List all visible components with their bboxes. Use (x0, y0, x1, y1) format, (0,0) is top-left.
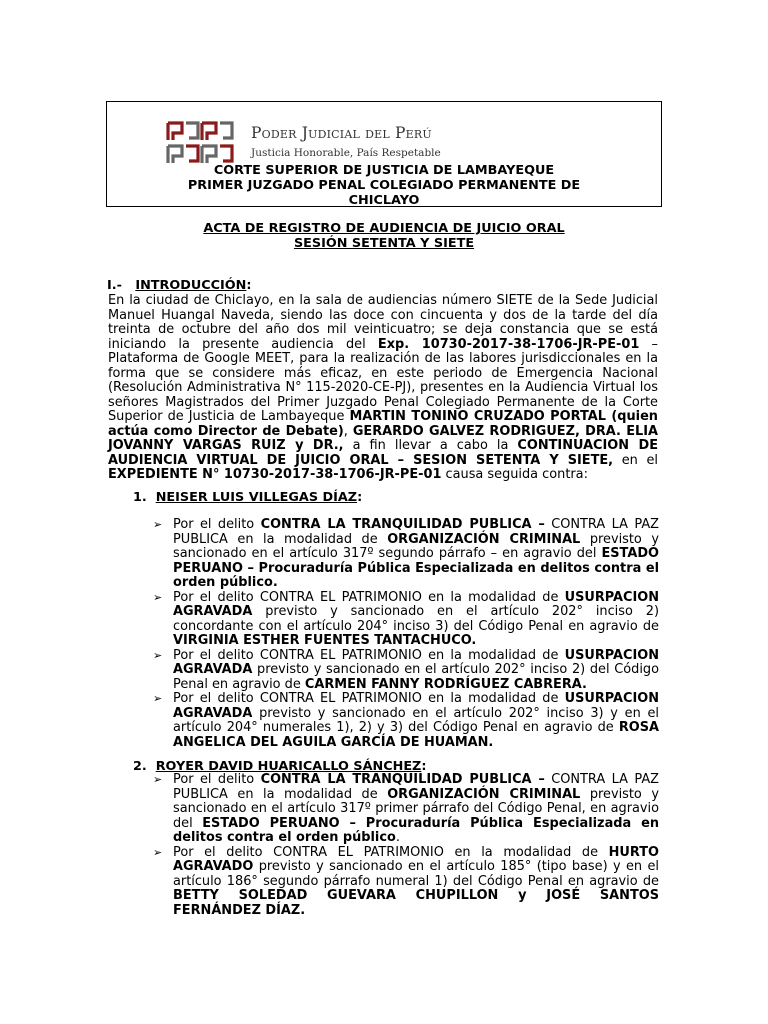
charge-text: Por el delito CONTRA EL PATRIMONIO en la modalidad de (173, 589, 565, 605)
intro-text: causa seguida contra: (441, 467, 588, 482)
poder-judicial-logo-icon (165, 120, 235, 166)
arrow-bullet-icon: ➢ (153, 773, 163, 786)
charge-item (153, 846, 659, 919)
court-division: PRIMER JUZGADO PENAL COLEGIADO PERMANENTE DE (187, 178, 581, 193)
intro-text: – Plataforma de Google MEET, para la realización de las labores jurisdiccionales en la forma que se considere más eficaz, en este periodo de Emergencia Nacional (Resolución Administrativa N° 115-2020-CE-PJ), presentes en la Audiencia Virtual los señores Magistrados del Primer Juzgado Penal Colegiado Permanente de la Corte Superior de Justicia de Lambayeque (108, 336, 658, 424)
section-heading (107, 278, 252, 293)
court-city: CHICLAYO (348, 193, 420, 208)
charge-emphasis: HURTO AGRAVADO (173, 844, 659, 874)
header-box (106, 101, 662, 207)
section-label: INTRODUCCIÓN (135, 278, 247, 293)
judge-names: GERARDO GALVEZ RODRIGUEZ, DRA. ELIA JOVANNY VARGAS RUIZ y DR., (108, 423, 658, 453)
charge-text: Por el delito (173, 772, 261, 787)
defendant-number: 2. (133, 759, 147, 774)
court-name: CORTE SUPERIOR DE JUSTICIA DE LAMBAYEQUE (213, 163, 555, 178)
intro-text: a fin llevar a cabo la (343, 438, 518, 453)
charge-emphasis: CONTRA LA TRANQUILIDAD PUBLICA – (260, 772, 545, 787)
defendant-number: 1. (133, 490, 147, 505)
charge-item (153, 649, 659, 693)
charge-text: previsto y sancionado en el artículo 185° (tipo base) y en el artículo 186° segundo párrafo numeral 1) del Código Penal en agravio de (173, 859, 659, 889)
charge-text: previsto y sancionado en el artículo 202° inciso 2) del Código Penal en agravio de (173, 662, 659, 692)
charge-text: Por el delito CONTRA EL PATRIMONIO en la modalidad de (173, 691, 565, 706)
hearing-type: CONTINUACION DE AUDIENCIA VIRTUAL DE JUICIO ORAL – SESION SETENTA Y SIETE, (108, 438, 658, 468)
case-number: Exp. 10730-2017-38-1706-JR-PE-01 (377, 336, 640, 352)
defendant-heading (133, 490, 362, 505)
charge-item (153, 591, 659, 649)
charge-text: previsto y sancionado en el artículo 202° inciso 3) y en el artículo 204° numerales 1), 2) y 3) del Código Penal en agravio de (173, 705, 659, 735)
charge-emphasis: VIRGINIA ESTHER FUENTES TANTACHUCO. (173, 633, 477, 648)
arrow-bullet-icon: ➢ (153, 518, 163, 531)
charge-emphasis: USURPACION AGRAVADA (173, 647, 659, 677)
arrow-bullet-icon: ➢ (153, 590, 163, 604)
charge-emphasis: ESTADO PERUANO – Procuraduría Pública Especializada en delitos contra el orden público (173, 815, 659, 845)
charges-list (153, 518, 659, 750)
charge-text: Por el delito (173, 517, 261, 532)
intro-text: en el (613, 452, 658, 468)
charge-text: previsto y sancionado en el artículo 317º segundo párrafo – en agravio del (173, 531, 659, 561)
charge-emphasis: ROSA ANGELICA DEL AGUILA GARCÍA DE HUAMAN. (173, 720, 659, 750)
charge-text: CONTRA LA PAZ PUBLICA en la modalidad de (173, 517, 659, 547)
charge-text: Por el delito CONTRA EL PATRIMONIO en la modalidad de (173, 844, 609, 860)
charge-emphasis: USURPACION AGRAVADA (173, 691, 659, 721)
arrow-bullet-icon: ➢ (153, 692, 163, 705)
intro-text: En la ciudad de Chiclayo, en la sala de audiencias número SIETE de la Sede Judicial Manuel Huangal Naveda, siendo las doce con cincuenta y dos de la tarde del día treinta de octubre del año dos mil veinticuatro; se deja constancia que se está iniciando la presente audiencia del (108, 293, 658, 352)
section-colon: : (246, 278, 252, 293)
defendant-name: ROYER DAVID HUARICALLO SÁNCHEZ (155, 759, 422, 774)
charge-text: . (395, 830, 400, 845)
intro-text: , (343, 423, 353, 439)
intro-paragraph (108, 294, 658, 483)
charge-emphasis: ORGANIZACIÓN CRIMINAL (387, 786, 581, 802)
brand-tagline: Justicia Honorable, País Respetable (251, 147, 441, 159)
defendant-colon: : (357, 490, 363, 505)
charge-text: previsto y sancionado en el artículo 317º primer párrafo del Código Penal, en agravio del (173, 786, 659, 831)
charge-item (153, 692, 659, 750)
defendant-colon: : (421, 759, 427, 774)
charges-list (153, 773, 659, 918)
charge-emphasis: CONTRA LA TRANQUILIDAD PUBLICA – (260, 517, 545, 532)
document-subtitle: SESIÓN SETENTA Y SIETE (293, 236, 475, 251)
charge-text: previsto y sancionado en el artículo 202° inciso 2) concordante con el artículo 204° inciso 3) del Código Penal en agravio de (173, 604, 659, 634)
charge-text: CONTRA LA PAZ PUBLICA en la modalidad de (173, 772, 659, 802)
judge-name: MARTIN TONINO CRUZADO PORTAL (quien actúa como Director de Debate) (108, 409, 658, 439)
charge-emphasis: ORGANIZACIÓN CRIMINAL (387, 531, 581, 547)
charge-item (153, 773, 659, 846)
brand-name: Poder Judicial del Perú (251, 124, 432, 142)
case-number: EXPEDIENTE N° 10730-2017-38-1706-JR-PE-01 (108, 467, 442, 482)
charge-emphasis: ESTADO PERUANO – Procuraduría Pública Especializada en delitos contra el orden público. (173, 546, 659, 590)
charge-emphasis: USURPACION AGRAVADA (173, 589, 659, 619)
section-number: I.- (107, 278, 122, 293)
charge-text: Por el delito CONTRA EL PATRIMONIO en la modalidad de (173, 647, 565, 663)
charge-emphasis: CARMEN FANNY RODRÍGUEZ CABRERA. (304, 676, 587, 692)
charge-item (153, 518, 659, 591)
arrow-bullet-icon: ➢ (153, 648, 163, 662)
arrow-bullet-icon: ➢ (153, 845, 163, 859)
charge-emphasis: BETTY SOLEDAD GUEVARA CHUPILLON y JOSÉ SANTOS FERNÁNDEZ DÍAZ. (173, 888, 659, 918)
document-title: ACTA DE REGISTRO DE AUDIENCIA DE JUICIO ORAL (203, 221, 565, 236)
defendant-name: NEISER LUIS VILLEGAS DÍAZ (155, 490, 358, 505)
